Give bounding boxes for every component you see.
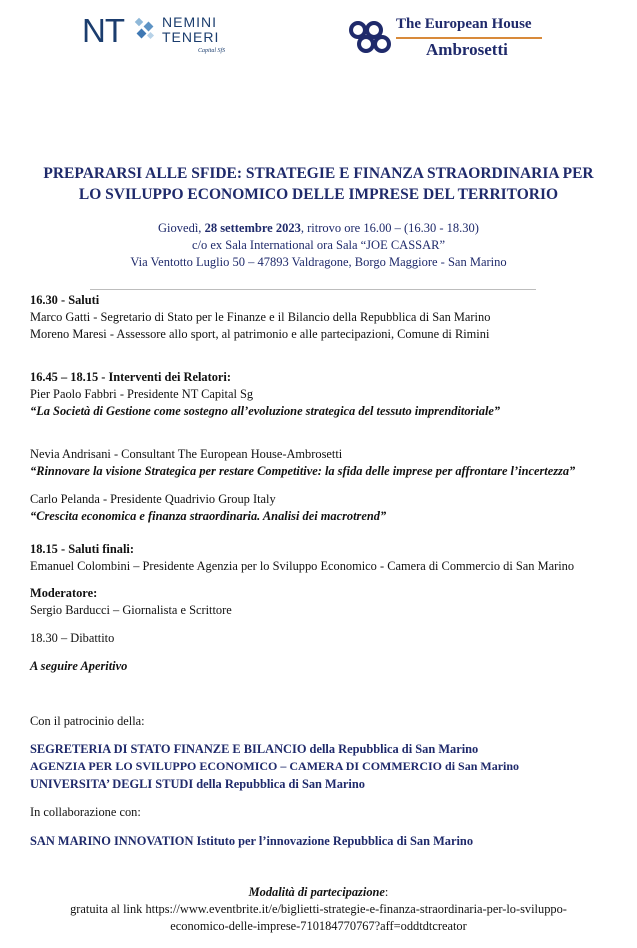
saluti-item: Moreno Maresi - Assessore allo sport, al patrimonio e alle partecipazioni, Comune di Rimini	[30, 327, 490, 341]
ambrosetti-logo-rule	[396, 37, 542, 39]
event-time: , ritrovo ore 16.00 – (16.30 - 18.30)	[300, 221, 479, 235]
event-address: Via Ventotto Luglio 50 – 47893 Valdragone, Borgo Maggiore - San Marino	[130, 255, 507, 269]
nt-logo-mark: NT	[82, 12, 124, 49]
event-date: 28 settembre 2023	[204, 221, 301, 235]
moderatore-name: Sergio Barducci – Giornalista e Scrittore	[30, 603, 232, 617]
ambrosetti-logo-line2: Ambrosetti	[426, 40, 508, 59]
patrocinio-item: UNIVERSITA’ DEGLI STUDI della Repubblica di San Marino	[30, 777, 365, 791]
patrocinio-item: AGENZIA PER LO SVILUPPO ECONOMICO – CAMERA DI COMMERCIO di San Marino	[30, 759, 520, 773]
dibattito: 18.30 – Dibattito	[30, 631, 115, 645]
ambrosetti-logo-icon	[348, 20, 392, 56]
moderatore-heading: Moderatore:	[30, 586, 98, 600]
patrocinio-intro: Con il patrocinio della:	[30, 714, 145, 728]
event-venue: c/o ex Sala International ora Sala “JOE CASSAR”	[191, 238, 446, 252]
event-day: Giovedì,	[158, 221, 205, 235]
speaker-name: Pier Paolo Fabbri - Presidente NT Capital Sg	[30, 387, 254, 401]
speaker-talk: “La Società di Gestione come sostegno all’evoluzione strategica del tessuto imprenditoriale”	[30, 404, 501, 418]
nemini-teneri-logo	[82, 12, 242, 58]
saluti-item: Marco Gatti - Segretario di Stato per le Finanze e il Bilancio della Repubblica di San Marino	[30, 310, 491, 324]
nt-logo-name: NEMINI TENERI	[162, 14, 220, 45]
interventi-heading: 16.45 – 18.15 - Interventi dei Relatori:	[30, 370, 231, 384]
saluti-finali-item: Emanuel Colombini – Presidente Agenzia per lo Sviluppo Economico - Camera di Commercio di San Marino	[30, 559, 575, 573]
saluti-finali-heading: 18.15 - Saluti finali:	[30, 542, 134, 556]
ambrosetti-logo-line1: The European House	[396, 16, 532, 32]
speaker-name: Nevia Andrisani - Consultant The European House-Ambrosetti	[30, 447, 343, 461]
registration-link-line2[interactable]: economico-delle-imprese-710184770767?aff=oddtdtcreator	[170, 919, 467, 933]
speaker-talk: “Rinnovare la visione Strategica per restare Competitive: la sfida delle imprese per affrontare l’incertezza”	[30, 464, 576, 478]
divider	[90, 289, 536, 290]
collaborazione-item: SAN MARINO INNOVATION Istituto per l’innovazione Repubblica di San Marino	[30, 834, 474, 848]
speaker-name: Carlo Pelanda - Presidente Quadrivio Group Italy	[30, 492, 276, 506]
speaker-talk: “Crescita economica e finanza straordinaria. Analisi dei macrotrend”	[30, 509, 387, 523]
nt-logo-subtitle: Capital SfS	[198, 48, 226, 54]
partecipazione-heading-line: Modalità di partecipazione:	[248, 885, 389, 899]
registration-link-line1[interactable]: gratuita al link https://www.eventbrite.it/e/biglietti-strategie-e-finanza-straordinaria-per-lo-sviluppo-	[70, 902, 567, 916]
aperitivo: A seguire Aperitivo	[30, 659, 128, 673]
event-title-line1: PREPARARSI ALLE SFIDE: STRATEGIE E FINANZA STRAORDINARIA PER	[43, 165, 594, 182]
event-title-line2: LO SVILUPPO ECONOMICO DELLE IMPRESE DEL TERRITORIO	[78, 186, 559, 203]
collaborazione-intro: In collaborazione con:	[30, 805, 141, 819]
partecipazione-heading: Modalità di partecipazione	[248, 885, 385, 899]
saluti-heading: 16.30 - Saluti	[30, 293, 100, 307]
nt-logo-icon	[134, 17, 160, 43]
patrocinio-item: SEGRETERIA DI STATO FINANZE E BILANCIO della Repubblica di San Marino	[30, 742, 479, 756]
european-house-ambrosetti-logo	[348, 16, 548, 62]
